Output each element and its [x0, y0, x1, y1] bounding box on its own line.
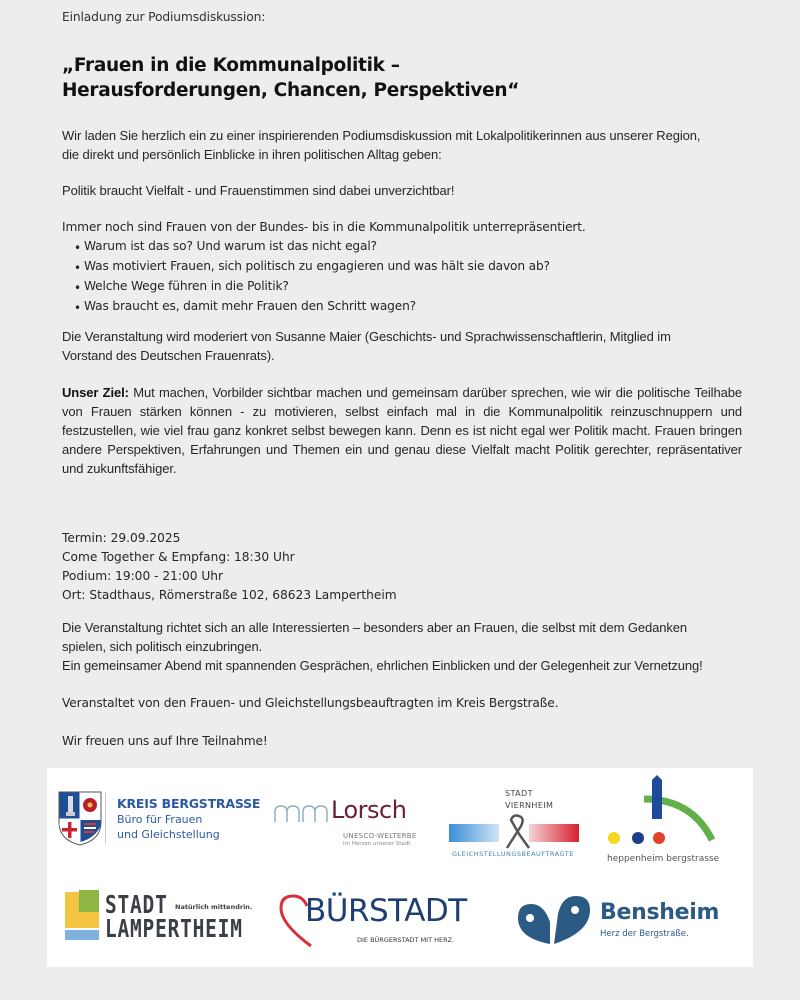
coat-of-arms-icon — [57, 790, 103, 846]
heppenheim-name: heppenheim bergstrasse — [607, 854, 720, 864]
bensheim-name: Bensheim — [600, 900, 720, 925]
audience-line-3: Ein gemeinsamer Abend mit spannenden Gesprächen, ehrlichen Einblicken und der Gelegenheit zur Vernetzung! — [62, 658, 703, 673]
question-item: • Was motiviert Frauen, sich politisch zu engagieren und was hält sie davon ab? — [74, 256, 550, 276]
lampertheim-line-1: STADT — [105, 890, 168, 919]
invitation-intro: Einladung zur Podiumsdiskussion: — [62, 10, 266, 24]
lampertheim-line-2: LAMPERTHEIM — [105, 914, 243, 943]
welcome-paragraph — [62, 126, 752, 164]
event-details — [62, 529, 397, 605]
bensheim-tagline: Herz der Bergstraße. — [600, 929, 689, 939]
goal-label: Unser Ziel: — [62, 385, 129, 400]
moderator-paragraph — [62, 327, 752, 365]
logo-divider — [105, 792, 106, 844]
lorsch-subtitle-2: Im Herzen unserer Stadt — [343, 841, 411, 847]
logo-heppenheim — [602, 774, 732, 866]
viernheim-line-1: STADT — [505, 789, 533, 798]
audience-paragraph — [62, 618, 752, 675]
viernheim-subtitle: GLEICHSTELLUNGSBEAUFTRAGTE — [452, 850, 574, 858]
moderator-line-2: Vorstand des Deutschen Frauenrats). — [62, 348, 275, 363]
partner-logos-panel — [47, 768, 753, 967]
event-title — [62, 53, 519, 103]
goal-paragraph — [62, 383, 742, 478]
underrepresentation-statement: Immer noch sind Frauen von der Bundes- bis in die Kommunalpolitik unterrepräsentiert. — [62, 220, 586, 234]
lorsch-subtitle-1: UNESCO-WELTERBE — [343, 832, 417, 840]
event-date: Termin: 29.09.2025 — [62, 531, 181, 545]
event-location: Ort: Stadthaus, Römerstraße 102, 68623 Lampertheim — [62, 588, 397, 602]
viernheim-line-2: VIERNHEIM — [505, 801, 554, 810]
arches-icon — [273, 802, 331, 826]
logo-viernheim — [447, 786, 587, 866]
diversity-statement: Politik braucht Vielfalt - und Frauenstimmen sind dabei unverzichtbar! — [62, 183, 455, 198]
logo-bensheim — [514, 892, 720, 947]
question-item: • Welche Wege führen in die Politik? — [74, 276, 550, 296]
welcome-line-2: die direkt und persönlich Einblicke in ihren politischen Alltag geben: — [62, 147, 442, 162]
moderator-line-1: Die Veranstaltung wird moderiert von Susanne Maier (Geschichts- und Sprachwissenschaftlerin, Mitglied im — [62, 329, 671, 344]
question-item: • Warum ist das so? Und warum ist das nicht egal? — [74, 236, 550, 256]
goal-text: Mut machen, Vorbilder sichtbar machen und gemeinsam darüber sprechen, wie wir die politische Teilhabe von Frauen stärken können - zu motivieren, selbst einfach mal in die Kommunalpolitik reinzuschnuppern und festzustellen, wie viel frau ganz konkret selbst bewegen kann. Denn es ist nicht egal wer Politik macht. Frauen bringen andere Perspektiven, Erfahrungen und Themen ein und genau diese Vielfalt macht Politik gerechter, repräsentativer und zukunftsfähiger. — [62, 385, 742, 476]
heppenheim-emblem-icon — [602, 774, 722, 849]
kreis-bergstrasse-subtitle — [117, 812, 220, 842]
kreis-bergstrasse-title: KREIS BERGSTRASSE — [117, 796, 261, 811]
logo-lampertheim — [65, 890, 253, 945]
title-line-1: „Frauen in die Kommunalpolitik – — [62, 55, 400, 76]
ribbon-icon — [449, 812, 584, 852]
event-reception: Come Together & Empfang: 18:30 Uhr — [62, 550, 295, 564]
logo-kreis-bergstrasse — [57, 790, 261, 850]
audience-line-2: spielen, sich politisch einzubringen. — [62, 639, 263, 654]
lorsch-name: Lorsch — [331, 796, 407, 824]
buerstadt-tagline: DIE BÜRGERSTADT MIT HERZ. — [357, 936, 455, 944]
event-podium-time: Podium: 19:00 - 21:00 Uhr — [62, 569, 223, 583]
organizer-line: Veranstaltet von den Frauen- und Gleichstellungsbeauftragten im Kreis Bergstraße. — [62, 696, 559, 710]
logo-buerstadt — [277, 890, 482, 950]
logo-lorsch — [273, 796, 423, 856]
lampertheim-tagline: Natürlich mittendrin. — [175, 903, 253, 911]
question-list — [74, 236, 550, 316]
buerstadt-name: BÜRSTADT — [305, 893, 467, 929]
viernheim-title — [505, 788, 553, 812]
question-item: • Was braucht es, damit mehr Frauen den Schritt wagen? — [74, 296, 550, 316]
welcome-line-1: Wir laden Sie herzlich ein zu einer inspirierenden Podiumsdiskussion mit Lokalpolitikerinnen aus unserer Region, — [62, 128, 701, 143]
lampertheim-emblem-icon — [65, 890, 103, 942]
closing-line: Wir freuen uns auf Ihre Teilnahme! — [62, 734, 268, 748]
kreis-bergstrasse-line-2: und Gleichstellung — [117, 828, 220, 841]
bensheim-heart-icon — [514, 892, 594, 947]
kreis-bergstrasse-line-1: Büro für Frauen — [117, 813, 203, 826]
title-line-2: Herausforderungen, Chancen, Perspektiven“ — [62, 80, 520, 101]
audience-line-1: Die Veranstaltung richtet sich an alle Interessierten – besonders aber an Frauen, die selbst mit dem Gedanken — [62, 620, 688, 635]
